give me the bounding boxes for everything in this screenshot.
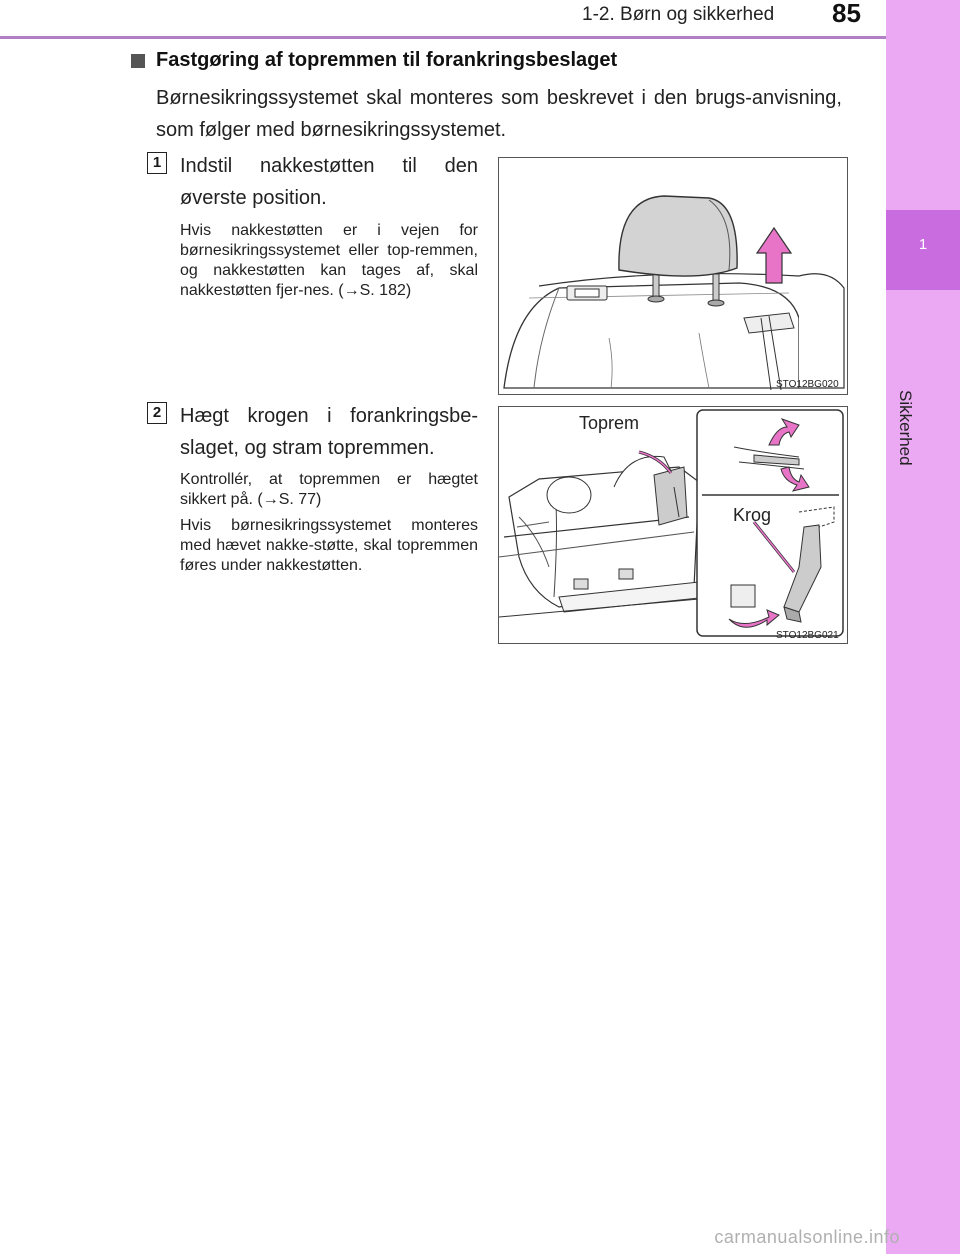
- step-2-note: Kontrollér, at topremmen er hægtet sikkert på. (→S. 77): [180, 471, 478, 508]
- header-divider: [0, 36, 886, 39]
- step-2-instruction: Hægt krogen i forankringsbe-slaget, og stram topremmen.: [180, 405, 478, 459]
- section-title: 1-2. Børn og sikkerhed: [582, 4, 775, 25]
- step-1-note: Hvis nakkestøtten er i vejen for børnesikringssystemet eller top-remmen, og nakkestøtten kan tages af, skal nakkestøtten fjer-nes. (→S. 182): [180, 222, 478, 299]
- chapter-label: Sikkerhed: [896, 390, 915, 466]
- step-2-note-2: Hvis børnesikringssystemet monteres med hævet nakke-støtte, skal topremmen føres under nakkestøtten.: [180, 517, 478, 574]
- chapter-tab-number[interactable]: [886, 210, 960, 290]
- figure-headrest: [498, 157, 848, 395]
- tether-illustration: [499, 407, 846, 642]
- square-bullet-icon: [131, 54, 145, 68]
- chapter-number: 1: [918, 236, 928, 253]
- headrest-illustration: [499, 158, 846, 393]
- intro-paragraph: Børnesikringssystemet skal monteres som beskrevet i den brugs-anvisning, som følger med børnesikringssystemet.: [156, 87, 842, 141]
- figure-2-code: STO12BG021: [776, 630, 839, 641]
- step-2-number: 2: [147, 402, 167, 424]
- watermark-text: carmanualsonline.info: [714, 1227, 900, 1247]
- chapter-side-tab: [886, 0, 960, 1254]
- label-hook: Krog: [733, 505, 772, 525]
- figure-1-code: STO12BG020: [776, 379, 839, 390]
- chapter-tab-label: [895, 300, 919, 466]
- step-1-number: 1: [147, 152, 167, 174]
- figure-tether: [498, 406, 848, 644]
- label-top-strap: Toprem: [579, 413, 640, 433]
- step-1-instruction: Indstil nakkestøtten til den øverste position.: [180, 155, 478, 209]
- page-number: 85: [832, 0, 861, 28]
- section-heading: Fastgøring af topremmen til forankringsbeslaget: [156, 49, 618, 71]
